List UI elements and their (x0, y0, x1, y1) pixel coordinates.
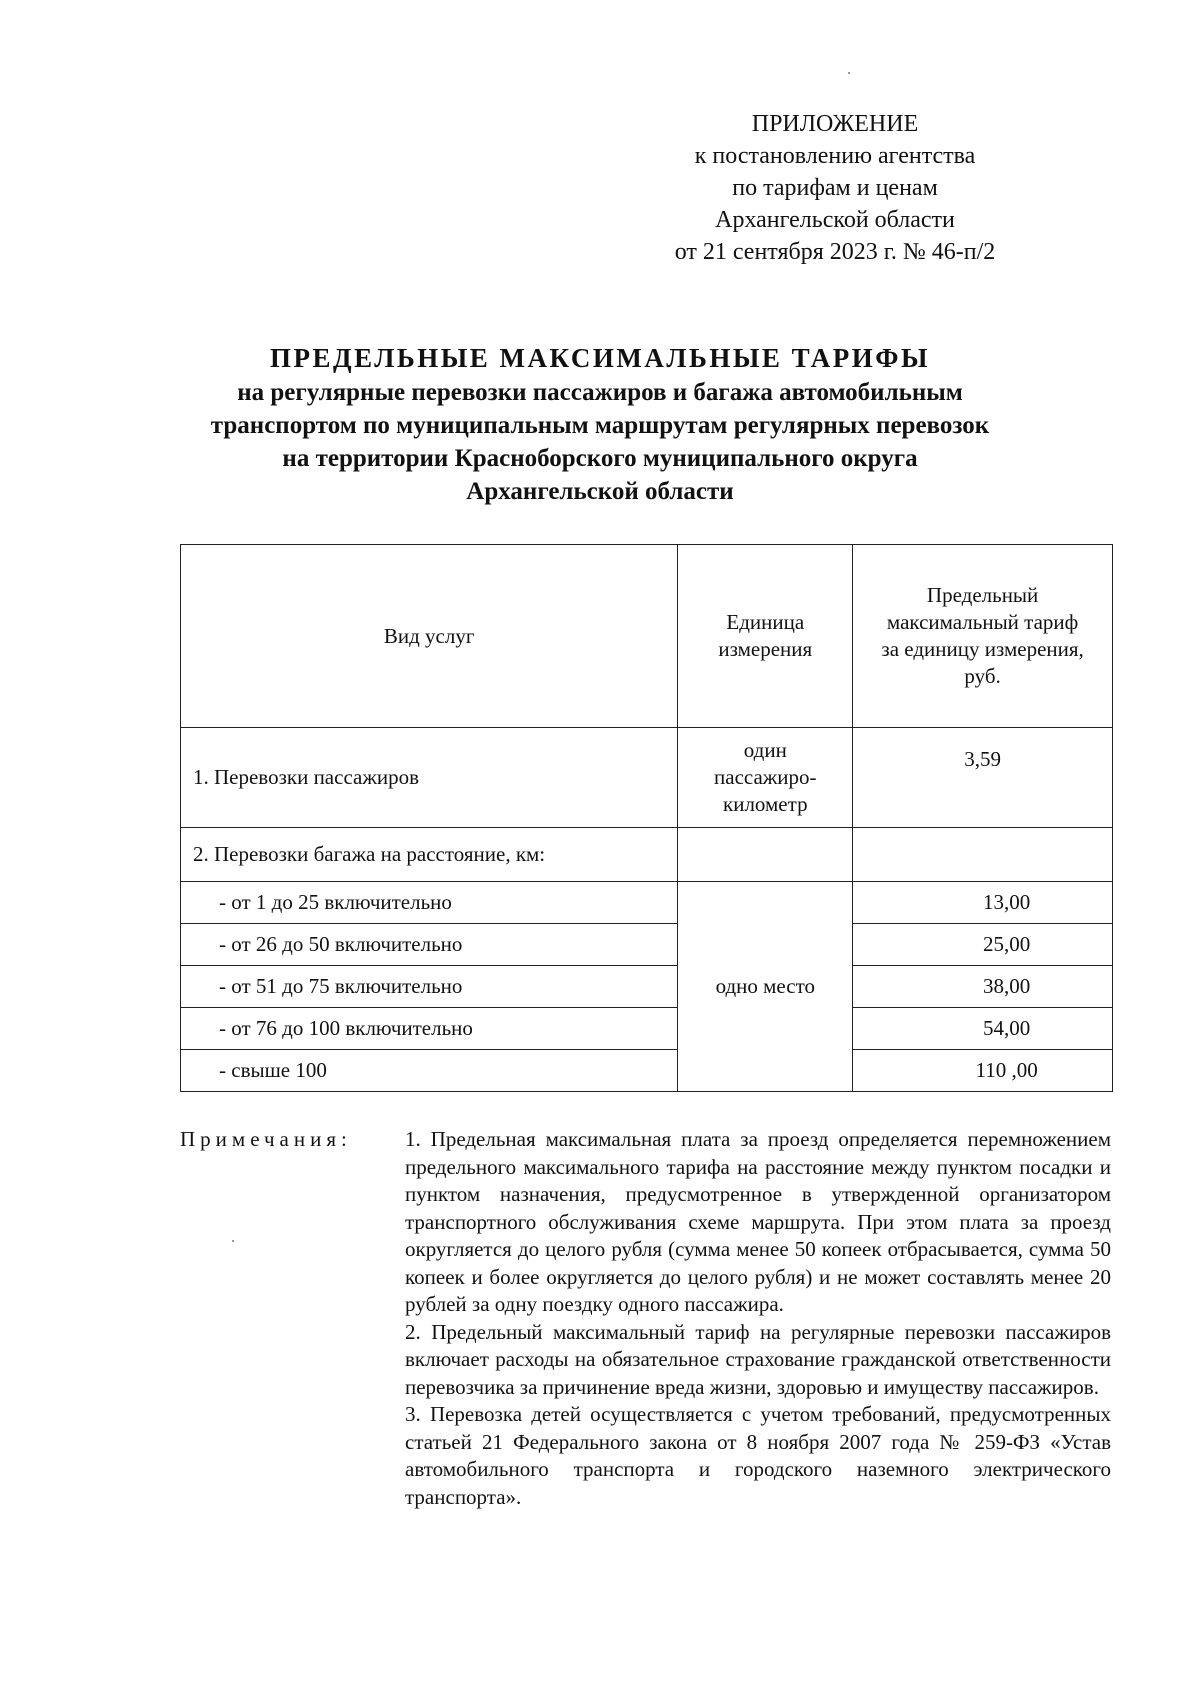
table-row (181, 1050, 1113, 1092)
subtitle-line: Архангельской области (466, 478, 734, 505)
document-title-main: ПРЕДЕЛЬНЫЕ МАКСИМАЛЬНЫЕ ТАРИФЫ (270, 343, 930, 373)
baggage-unit: одно место (678, 882, 853, 1092)
baggage-range-label: - от 76 до 100 включительно (181, 1008, 678, 1050)
note-item: 3. Перевозка детей осуществляется с учетом требований, предусмотренных статьей 21 Федерального закона от 8 ноября 2007 года № 259-ФЗ «Устав автомобильного транспорта и городского наземного электрического транспорта». (405, 1402, 1111, 1509)
scan-speck (848, 72, 850, 74)
baggage-label: 2. Перевозки багажа на расстояние, км: (181, 828, 678, 882)
baggage-range-label: - от 1 до 25 включительно (181, 882, 678, 924)
baggage-range-value (853, 1008, 1113, 1050)
empty-cell (678, 828, 853, 882)
table-header-row (181, 545, 1113, 728)
baggage-range-value (853, 924, 1113, 966)
header-unit-line: измерения (718, 637, 813, 661)
appendix-line: к постановлению агентства (694, 143, 976, 169)
value-text: 25,00 (982, 932, 1031, 956)
tariff-table (180, 544, 1113, 1092)
subtitle-line: на территории Красноборского муниципального округа (282, 445, 918, 472)
header-tariff-line: за единицу измерения, (881, 637, 1084, 661)
header-tariff-line: руб. (964, 664, 1001, 688)
document-title-subtitle (120, 376, 1080, 508)
table-row (181, 882, 1113, 924)
table-row (181, 1008, 1113, 1050)
table-row (181, 828, 1113, 882)
table-row (181, 966, 1113, 1008)
baggage-range-value (853, 882, 1113, 924)
appendix-header (640, 108, 1030, 268)
notes-label: Примечания: (180, 1127, 352, 1151)
header-unit-line: Единица (726, 610, 805, 634)
baggage-range-value (853, 966, 1113, 1008)
value-text: 54,00 (982, 1016, 1031, 1040)
scan-speck (232, 1240, 234, 1242)
baggage-range-label: - свыше 100 (181, 1050, 678, 1092)
passengers-unit-line: километр (723, 792, 808, 816)
table-row (181, 924, 1113, 966)
header-unit (678, 545, 853, 728)
header-service-text: Вид услуг (383, 623, 475, 648)
baggage-range-value (853, 1050, 1113, 1092)
passengers-value: 3,59 (853, 728, 1113, 828)
passengers-unit (678, 728, 853, 828)
subtitle-line: на регулярные перевозки пассажиров и багажа автомобильным (237, 379, 963, 406)
passengers-unit-line: пассажиро- (714, 765, 817, 789)
value-text: 38,00 (982, 974, 1031, 998)
baggage-range-label: - от 51 до 75 включительно (181, 966, 678, 1008)
document-title (120, 340, 1080, 508)
notes-list (405, 1126, 1111, 1511)
appendix-line: по тарифам и ценам (732, 175, 938, 201)
passengers-label: 1. Перевозки пассажиров (181, 728, 678, 828)
subtitle-line: транспортом по муниципальным маршрутам регулярных перевозок (210, 412, 990, 439)
header-tariff (853, 545, 1113, 728)
appendix-title: ПРИЛОЖЕНИЕ (751, 111, 919, 137)
passengers-unit-line: один (743, 738, 787, 762)
value-text: 13,00 (982, 890, 1031, 914)
value-text: 110 ,00 (975, 1058, 1038, 1082)
appendix-line: Архангельской области (715, 207, 955, 233)
appendix-line: от 21 сентября 2023 г. № 46-п/2 (674, 239, 996, 265)
note-item: 1. Предельная максимальная плата за проезд определяется перемножением предельного максимального тарифа на расстояние между пунктом посадки и пунктом назначения, предусмотренное в утвержденной организатором транспортного обслуживания схеме маршрута. При этом плата за проезд округляется до целого рубля (сумма менее 50 копеек отбрасывается, сумма 50 копеек и более округляется до целого рубля) и не может составлять менее 20 рублей за одну поездку одного пассажира. (405, 1127, 1111, 1316)
header-tariff-line: Предельный (926, 583, 1039, 607)
empty-cell (853, 828, 1113, 882)
baggage-range-label: - от 26 до 50 включительно (181, 924, 678, 966)
header-tariff-line: максимальный тариф (886, 610, 1079, 634)
table-row (181, 728, 1113, 828)
header-service (181, 545, 678, 728)
note-item: 2. Предельный максимальный тариф на регулярные перевозки пассажиров включает расходы на обязательное страхование гражданской ответственности перевозчика за причинение вреда жизни, здоровью и имуществу пассажиров. (405, 1319, 1111, 1399)
